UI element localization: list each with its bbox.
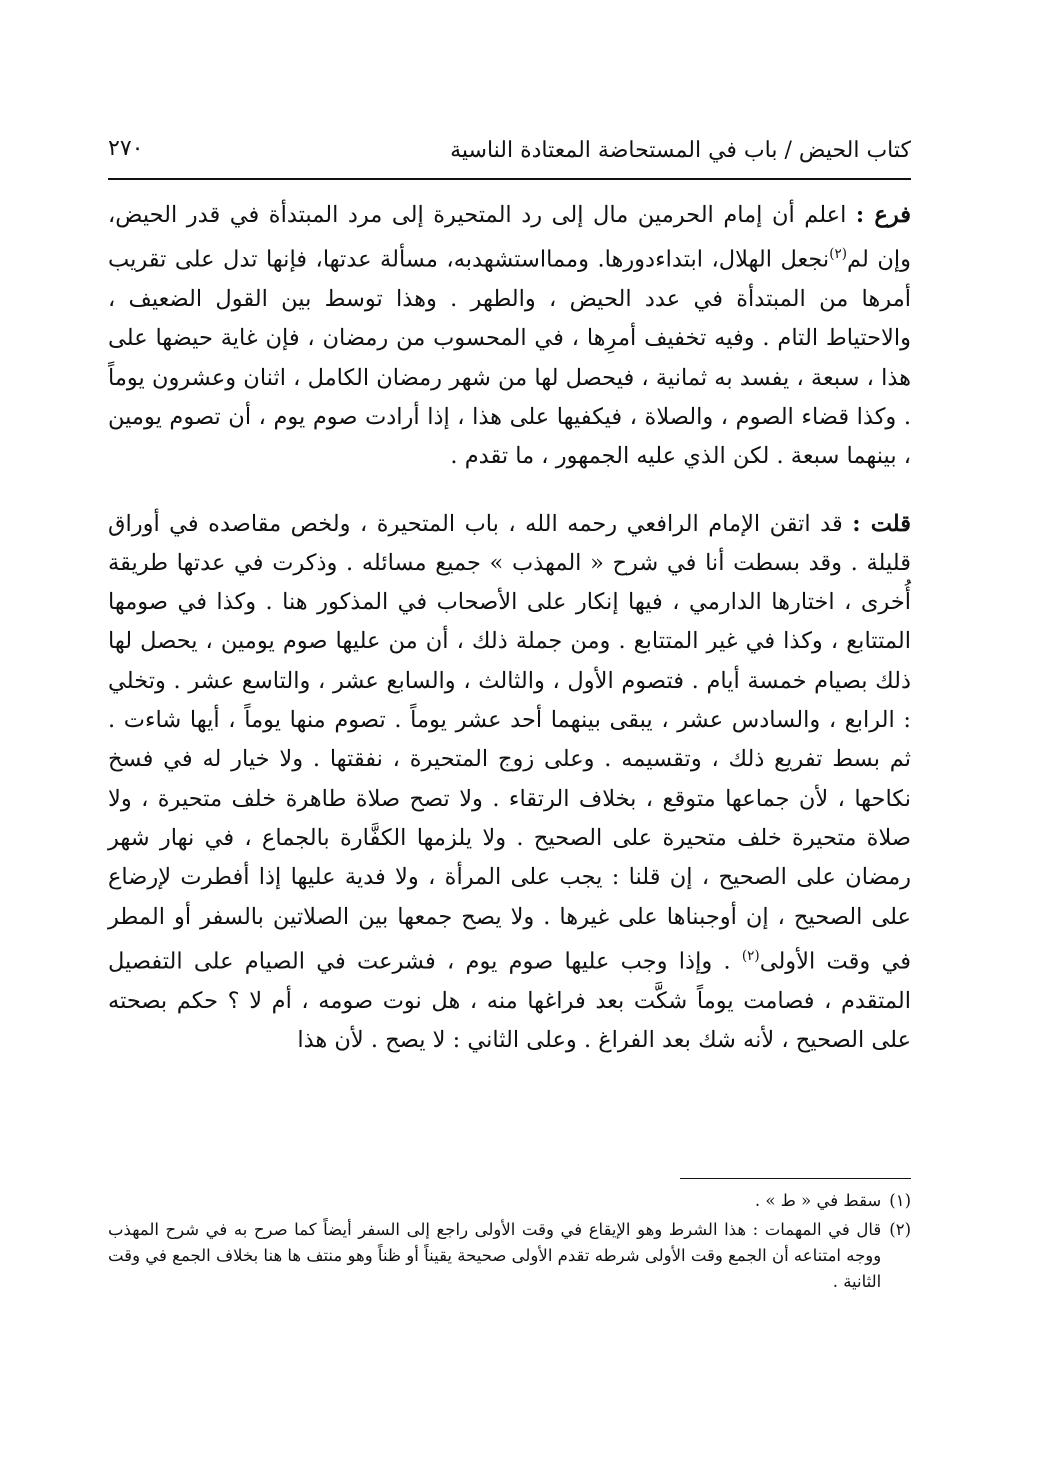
footnote bbox=[108, 1188, 911, 1214]
paragraph-text: قد اتقن الإمام الرافعي رحمه الله ، باب المتحيرة ، ولخص مقاصده في أوراق قليلة . وقد بسطت أنا في شرح « المهذب » جميع مسائله . وذكرت في عدتها طريقة أُخرى ، اختارها الدارمي ، فيها إنكار على الأصحاب في المذكور هنا . وكذا في صومها المتتابع ، وكذا في غير المتتابع . ومن جملة ذلك ، أن من عليها صوم يومين ، يحصل لها ذلك بصيام خمسة أيام . فتصوم الأول ، والثالث ، والسابع عشر ، والتاسع عشر . وتخلي : الرابع ، والسادس عشر ، يبقى بينهما أحد عشر يوماً . تصوم منها يوماً ، أيها شاءت . ثم بسط تفريع ذلك ، وتقسيمه . وعلى زوج المتحيرة ، نفقتها . ولا خيار له في فسخ نكاحها ، لأن جماعها متوقع ، بخلاف الرتقاء . ولا تصح صلاة طاهرة خلف متحيرة ، ولا صلاة متحيرة خلف متحيرة على الصحيح . ولا يلزمها الكفَّارة بالجماع ، في نهار شهر رمضان على الصحيح ، إن قلنا : يجب على المرأة ، ولا فدية عليها إذا أفطرت لإرضاع على الصحيح ، إن أوجبناها على غيرها . ولا يصح جمعها بين الصلاتين بالسفر أو المطر في وقت الأولى bbox=[108, 510, 911, 975]
footnote bbox=[108, 1217, 911, 1295]
paragraph-qultu bbox=[108, 505, 911, 1061]
page-header bbox=[108, 132, 911, 176]
footnote-number: (١) bbox=[889, 1191, 911, 1210]
paragraph-gap bbox=[108, 477, 911, 505]
footnote-reference: (٢) bbox=[829, 246, 848, 263]
paragraph-lead: فرع : bbox=[855, 202, 912, 228]
paragraph-lead: قلت : bbox=[852, 510, 911, 537]
paragraph-text: اعلم أن إمام الحرمين مال إلى رد المتحيرة إلى مرد المبتدأة في قدر الحيض، وإن لم bbox=[108, 202, 911, 273]
running-title: كتاب الحيض / باب في المستحاضة المعتادة الناسية bbox=[450, 138, 911, 163]
footnotes bbox=[108, 1188, 911, 1298]
footnote-reference: (٢) bbox=[741, 947, 760, 964]
footnote-rule bbox=[680, 1178, 911, 1179]
main-text bbox=[108, 196, 911, 1060]
page-number: ٢٧٠ bbox=[108, 136, 144, 161]
paragraph-text: . وإذا وجب عليها صوم يوم ، فشرعت في الصيام على التفصيل المتقدم ، فصامت يوماً شكَّت بعد فراغها منه ، هل نوت صومه ، أم لا ؟ حكم بصحته على الصحيح ، لأنه شك بعد الفراغ . وعلى الثاني : لا يصح . لأن هذا bbox=[108, 948, 911, 1053]
footnote-text: سقط في « ط » . bbox=[754, 1191, 882, 1210]
paragraph-far bbox=[108, 196, 911, 477]
header-rule bbox=[108, 178, 911, 180]
footnote-number: (٢) bbox=[889, 1220, 911, 1239]
footnote-text: قال في المهمات : هذا الشرط وهو الإيقاع في وقت الأولى راجع إلى السفر أيضاً كما صرح به في شرح المهذب ووجه امتناعه أن الجمع وقت الأولى شرطه تقدم الأولى صحيحة يقيناً أو ظناً وهو منتف ها هنا بخلاف الجمع في وقت الثانية . bbox=[107, 1220, 882, 1291]
paragraph-text: نجعل الهلال، ابتداءدورها. وممااستشهدبه، مسألة عدتها، فإنها تدل على تقريب أمرها من المبتدأة في عدد الحيض ، والطهر . وهذا توسط بين القول الضعيف ، والاحتياط التام . وفيه تخفيف أمرِها ، في المحسوب من رمضان ، فإن غاية حيضها على هذا ، سبعة ، يفسد به ثمانية ، فيحصل لها من شهر رمضان الكامل ، اثنان وعشرون يوماً . وكذا قضاء الصوم ، والصلاة ، فيكفيها على هذا ، إذا أرادت صوم يوم ، أن تصوم يومين ، بينهما سبعة . لكن الذي عليه الجمهور ، ما تقدم . bbox=[108, 246, 911, 470]
